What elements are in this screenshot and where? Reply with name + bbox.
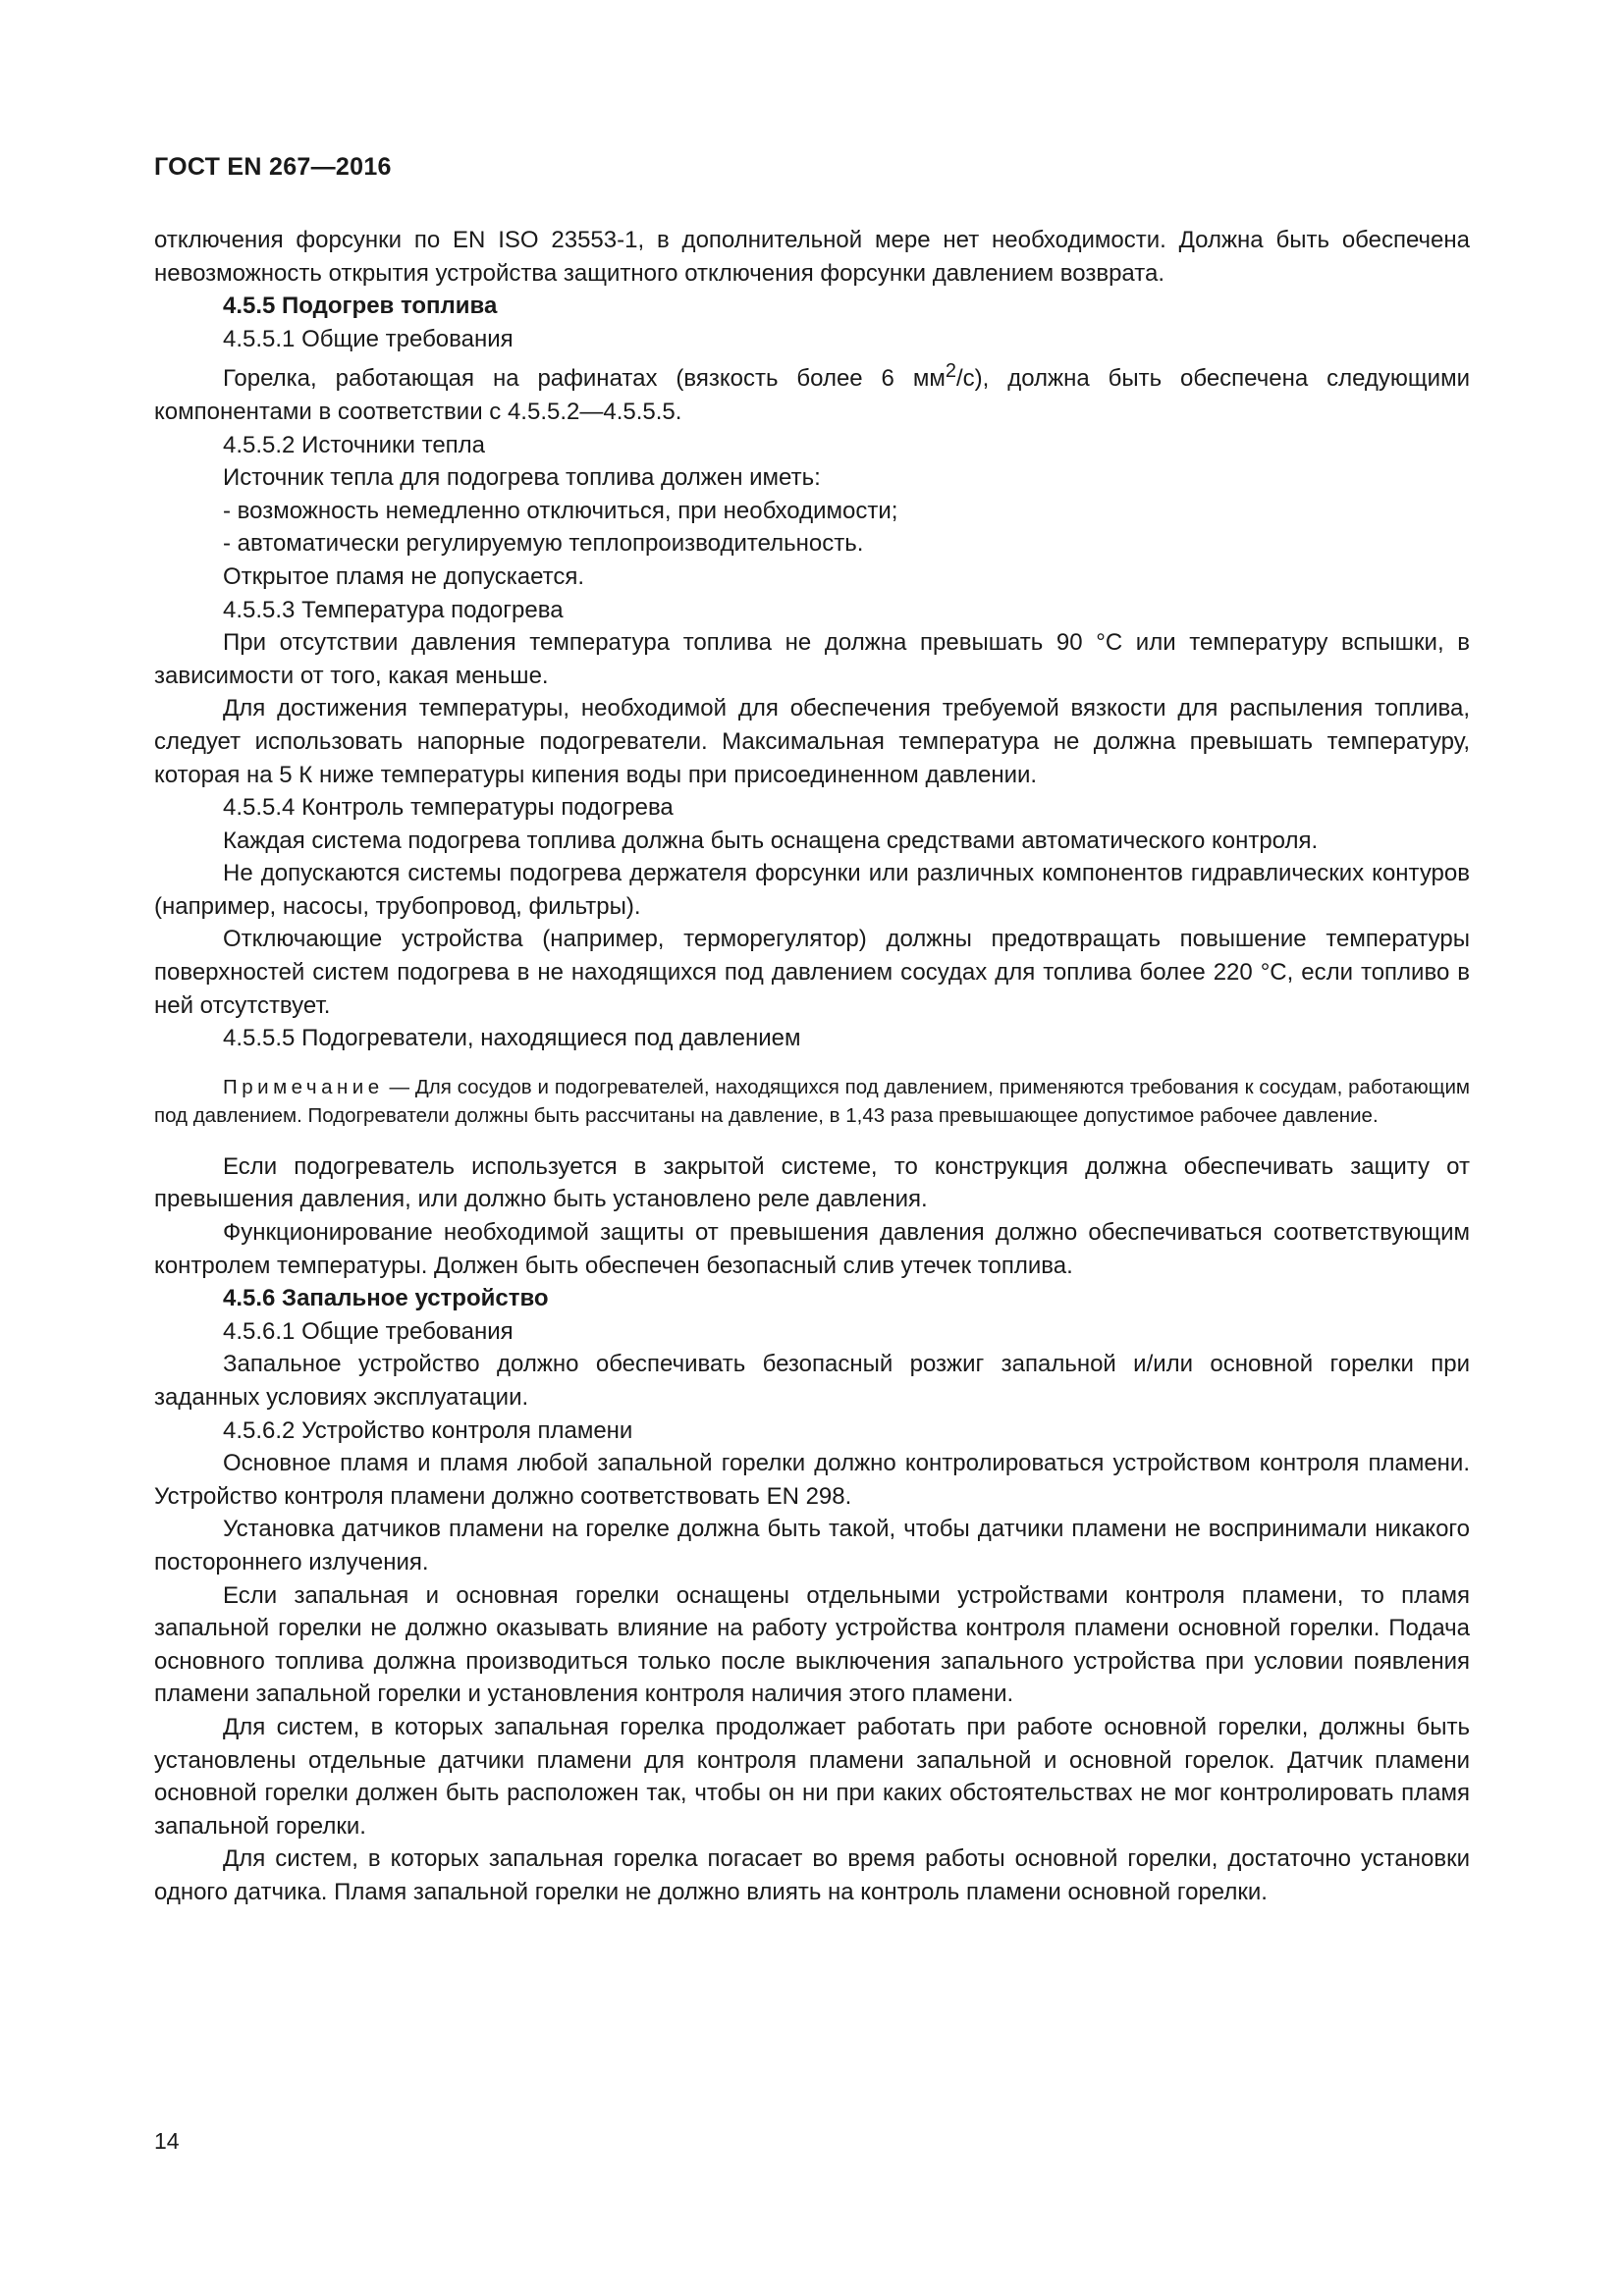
- section-heading-4-5-6: 4.5.6 Запальное устройство: [223, 1285, 549, 1312]
- paragraph: [154, 355, 1470, 428]
- paragraph: Установка датчиков пламени на горелке должна быть такой, чтобы датчики пламени не воспринимали никакого постороннего излучения.: [154, 1516, 1470, 1575]
- document-header: ГОСТ EN 267—2016: [154, 153, 392, 181]
- paragraph: Отключающие устройства (например, терморегулятор) должны предотвращать повышение температуры поверхностей систем подогрева в не находящихся под давлением сосудах для топлива более 220 °С, если топливо в ней отсутствует.: [154, 926, 1470, 1019]
- paragraph: Каждая система подогрева топлива должна быть оснащена средствами автоматического контроля.: [223, 827, 1319, 854]
- subsection-heading-4-5-5-2: 4.5.5.2 Источники тепла: [223, 431, 486, 458]
- note: [154, 1073, 1470, 1131]
- list-item: - автоматически регулируемую теплопроизводительность.: [223, 530, 864, 558]
- paragraph: Запальное устройство должно обеспечивать безопасный розжиг запальной и/или основной горелки при заданных условиях эксплуатации.: [154, 1351, 1470, 1411]
- subsection-heading-4-5-5-5: 4.5.5.5 Подогреватели, находящиеся под давлением: [223, 1025, 801, 1052]
- page-number: 14: [154, 2128, 180, 2154]
- paragraph: Функционирование необходимой защиты от превышения давления должно обеспечиваться соответствующим контролем температуры. Должен быть обеспечен безопасный слив утечек топлива.: [154, 1219, 1470, 1279]
- paragraph: отключения форсунки по EN ISO 23553-1, в дополнительной мере нет необходимости. Должна быть обеспечена невозможность открытия устройства защитного отключения форсунки давлением возврата.: [154, 227, 1470, 287]
- paragraph-text: /с), должна быть обеспечена следующими компонентами в соответствии с 4.5.5.2—4.5.5.5.: [154, 365, 1470, 425]
- subsection-heading-4-5-5-1: 4.5.5.1 Общие требования: [223, 325, 514, 352]
- paragraph-text: Горелка, работающая на рафинатах (вязкость более 6 мм: [223, 365, 946, 393]
- paragraph: При отсутствии давления температура топлива не должна превышать 90 °С или температуру вспышки, в зависимости от того, какая меньше.: [154, 629, 1470, 689]
- subsection-heading-4-5-5-3: 4.5.5.3 Температура подогрева: [223, 596, 564, 623]
- paragraph: Основное пламя и пламя любой запальной горелки должно контролироваться устройством контроля пламени. Устройство контроля пламени должно соответствовать EN 298.: [154, 1450, 1470, 1510]
- paragraph: Для систем, в которых запальная горелка продолжает работать при работе основной горелки, должны быть установлены отдельные датчики пламени для контроля пламени запальной и основной горелок. Датчик пламени основной горелки должен быть расположен так, чтобы он ни при каких обстоятельствах не мог контролировать пламя запальной горелки.: [154, 1713, 1470, 1840]
- paragraph: Не допускаются системы подогрева держателя форсунки или различных компонентов гидравлических контуров (например, насосы, трубопровод, фильтры).: [154, 860, 1470, 920]
- list-item: - возможность немедленно отключиться, при необходимости;: [223, 497, 898, 524]
- note-text: — Для сосудов и подогревателей, находящихся под давлением, применяются требования к сосудам, работающим под давлением. Подогреватели должны быть рассчитаны на давление, в 1,43 раза превышающее допустимое рабочее давление.: [154, 1075, 1470, 1128]
- paragraph: Открытое пламя не допускается.: [223, 562, 585, 590]
- paragraph: Если подогреватель используется в закрытой системе, то конструкция должна обеспечивать защиту от превышения давления, или должно быть установлено реле давления.: [154, 1152, 1470, 1213]
- subsection-heading-4-5-6-2: 4.5.6.2 Устройство контроля пламени: [223, 1416, 633, 1444]
- subsection-heading-4-5-5-4: 4.5.5.4 Контроль температуры подогрева: [223, 794, 674, 822]
- paragraph: Если запальная и основная горелки оснащены отдельными устройствами контроля пламени, то пламя запальной горелки не должно оказывать влияние на работу устройства контроля пламени основной горелки. Подача основного топлива должна производиться только после выключения запального устройства при условии появления пламени запальной горелки и установления контроля наличия этого пламени.: [154, 1581, 1470, 1708]
- paragraph: Для систем, в которых запальная горелка погасает во время работы основной горелки, достаточно установки одного датчика. Пламя запальной горелки не должно влиять на контроль пламени основной горелки.: [154, 1845, 1470, 1905]
- document-body: [154, 224, 1470, 1909]
- paragraph: Для достижения температуры, необходимой для обеспечения требуемой вязкости для распыления топлива, следует использовать напорные подогреватели. Максимальная температура не должна превышать температуру, которая на 5 К ниже температуры кипения воды при присоединенном давлении.: [154, 695, 1470, 788]
- superscript: 2: [945, 360, 956, 383]
- section-heading-4-5-5: 4.5.5 Подогрев топлива: [223, 293, 498, 320]
- subsection-heading-4-5-6-1: 4.5.6.1 Общие требования: [223, 1317, 514, 1345]
- note-label: Примечание: [223, 1075, 384, 1098]
- paragraph: Источник тепла для подогрева топлива должен иметь:: [223, 464, 821, 492]
